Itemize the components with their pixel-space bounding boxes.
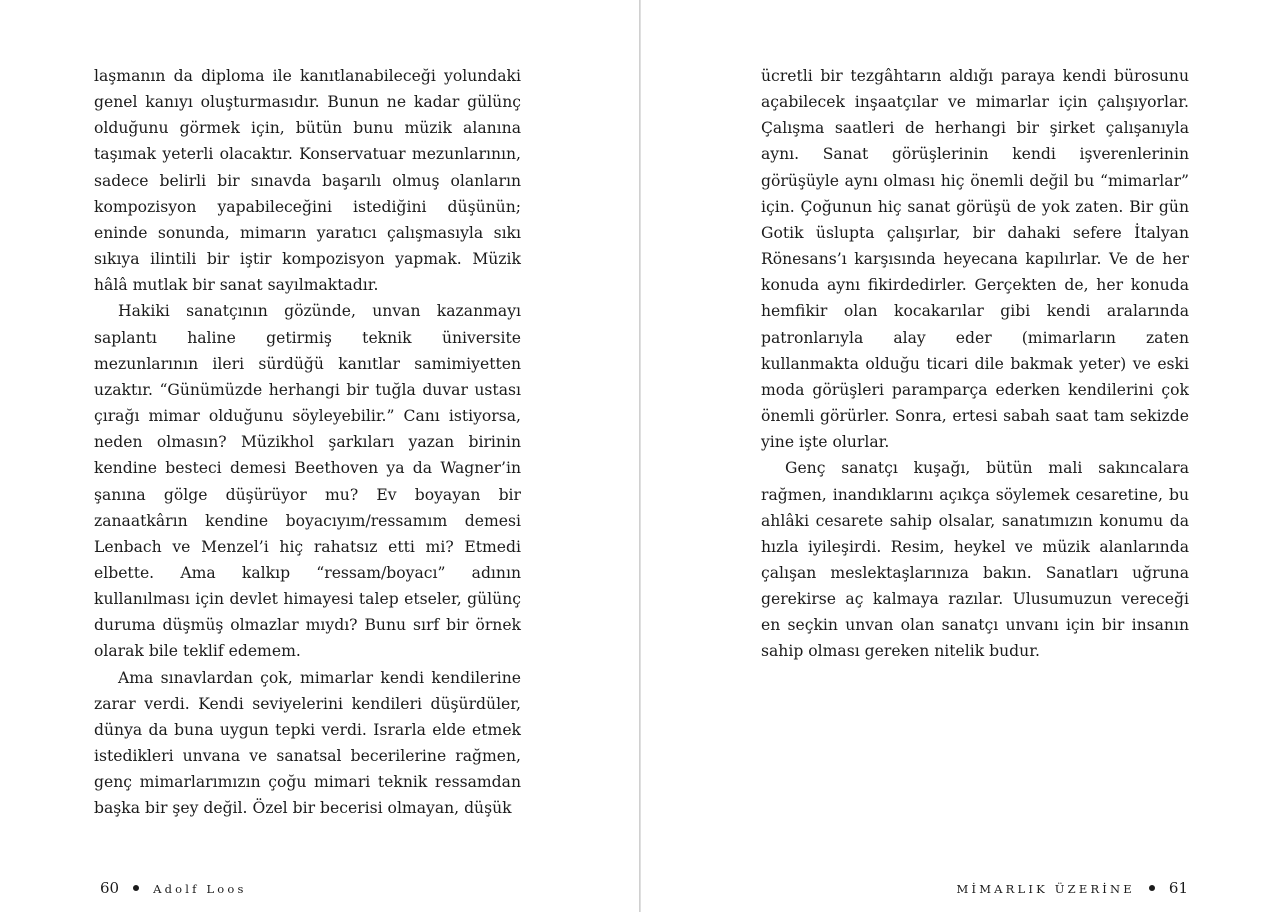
bullet-separator-icon — [1149, 885, 1155, 891]
right-page — [641, 0, 1282, 912]
paragraph: laşmanın da diploma ile kanıtlanabileceği yolundaki genel kanıyı oluşturmasıdır. Bunun ne kadar gülünç olduğunu görmek için, bütün bunu müzik alanına taşımak yeterli olacaktır. Konservatuar mezunlarının, sadece belirli bir sınavda başarılı olmuş olanların kompozisyon yapabileceğini istediğini düşünün; eninde sonunda, mimarın yaratıcı çalışmasıyla sıkı sıkıya ilintili bir iştir kompozisyon yapmak. Müzik hâlâ mutlak bir sanat sayılmaktadır. — [94, 67, 521, 295]
running-head-title: MİMARLIK ÜZERİNE — [956, 882, 1135, 896]
paragraph: ücretli bir tezgâhtarın aldığı paraya kendi bürosunu açabilecek inşaatçılar ve mimarlar için çalışıyorlar. Çalışma saatleri de herhangi bir şirket çalışanıyla aynı. Sanat görüşlerinin kendi işverenlerinin görüşüyle aynı olması hiç önemli değil bu “mimarlar” için. Çoğunun hiç sanat görüşü de yok zaten. Bir gün Gotik üslupta çalışırlar, bir dahaki sefere İtalyan Rönesans’ı karşısında heyecana kapılırlar. Ve de her konuda aynı fikirdedirler. Gerçekten de, her konuda hemfikir olan kocakarılar gibi kendi aralarında patronlarıyla alay eder (mimarların zaten kullanmakta olduğu ticari dile bakmak yeter) ve eski moda görüşleri paramparça ederken kendilerini çok önemli görürler. Sonra, ertesi sabah saat tam sekizde yine işte olurlar. — [761, 67, 1189, 452]
page-number: 61 — [1168, 879, 1188, 897]
bullet-separator-icon — [133, 885, 139, 891]
paragraph: Hakiki sanatçının gözünde, unvan kazanmayı saplantı haline getirmiş teknik üniversite mezunlarının ileri sürdüğü kanıtlar samimiyetten uzaktır. “Günümüzde herhangi bir tuğla duvar ustası çırağı mimar olduğunu söyleyebilir.” Canı istiyorsa, neden olmasın? Müzikhol şarkıları yazan birinin kendine besteci demesi Beethoven ya da Wagner’in şanına gölge düşürüyor mu? Ev boyayan bir zanaatkârın kendine boyacıyım/ressamım demesi Lenbach ve Menzel’i hiç rahatsız etti mi? Etmedi elbette. Ama kalkıp “ressam/boyacı” adının kullanılması için devlet himayesi talep etseler, gülünç duruma düşmüş olmazlar mıydı? Bunu sırf bir örnek olarak bile teklif edemem. — [94, 302, 521, 661]
left-page-body — [94, 63, 521, 822]
left-page-footer — [100, 876, 247, 901]
page-number: 60 — [100, 879, 120, 897]
left-page — [0, 0, 639, 912]
paragraph: Ama sınavlardan çok, mimarlar kendi kendilerine zarar verdi. Kendi seviyelerini kendileri düşürdüler, dünya da buna uygun tepki verdi. Israrla elde etmek istedikleri unvana ve sanatsal becerilerine rağmen, genç mimarlarımızın çoğu mimari teknik ressamdan başka bir şey değil. Özel bir becerisi olmayan, düşük — [94, 668, 521, 818]
running-head-author: Adolf Loos — [153, 882, 247, 896]
right-page-footer — [956, 876, 1188, 901]
right-page-body — [761, 63, 1189, 665]
paragraph: Genç sanatçı kuşağı, bütün mali sakıncalara rağmen, inandıklarını açıkça söylemek cesaretine, bu ahlâki cesarete sahip olsalar, sanatımızın konumu da hızla iyileşirdi. Resim, heykel ve müzik alanlarında çalışan meslektaşlarınıza bakın. Sanatları uğruna gerekirse aç kalmaya razılar. Ulusumuzun vereceği en seçkin unvan olan sanatçı unvanı için bir insanın sahip olması gereken nitelik budur. — [761, 459, 1189, 661]
